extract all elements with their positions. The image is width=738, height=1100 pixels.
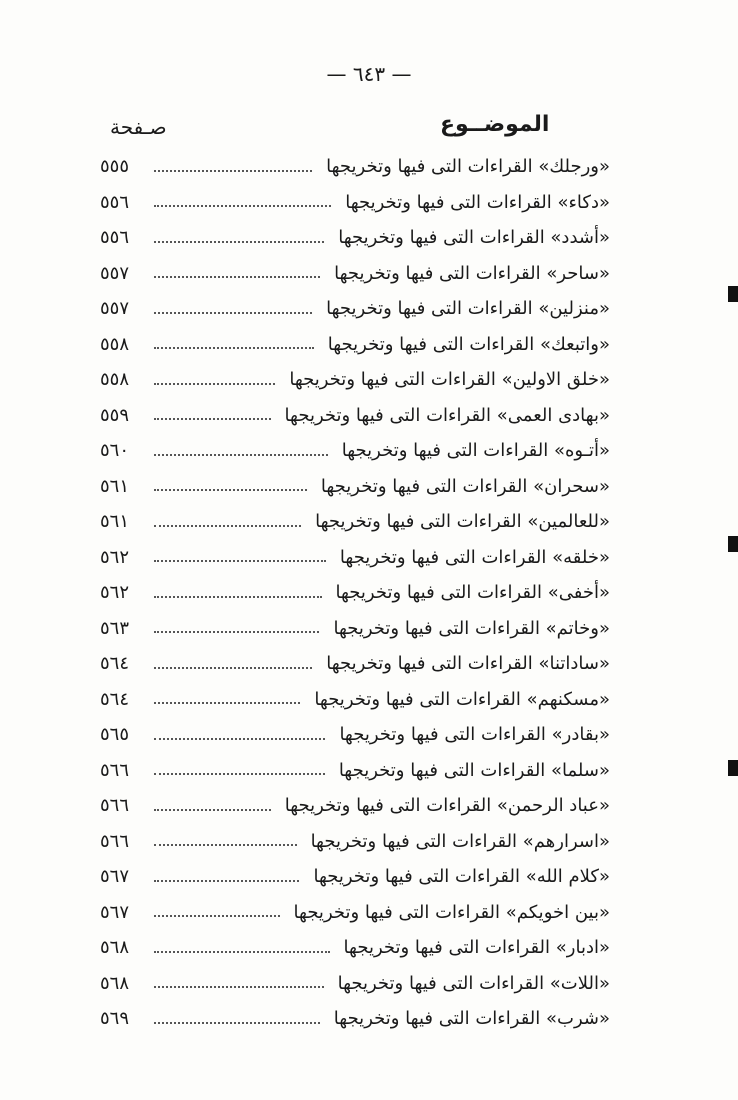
toc-entry: [100, 469, 610, 505]
entry-page-number: ٥٦٨: [100, 972, 130, 994]
entry-title: «شرب» القراءات التى فيها وتخريجها: [333, 1008, 610, 1030]
toc-entry: [100, 398, 610, 434]
entry-page-number: ٥٥٧: [100, 262, 130, 284]
leader-dots: [154, 986, 324, 988]
scan-edge-mark: [728, 286, 738, 302]
scan-edge-mark: [728, 536, 738, 552]
entry-title: «مسكنهم» القراءات التى فيها وتخريجها: [314, 688, 610, 710]
page-number: — ٦٤٣ —: [326, 62, 412, 86]
entry-title: «ادبار» القراءات التى فيها وتخريجها: [343, 937, 610, 959]
leader-dots: [154, 667, 312, 669]
toc-entry: [100, 753, 610, 789]
entry-page-number: ٥٦١: [100, 475, 130, 497]
leader-dots: [154, 596, 322, 598]
entry-page-number: ٥٦٢: [100, 546, 130, 568]
toc-entry: [100, 327, 610, 363]
entry-page-number: ٥٦٩: [100, 1008, 130, 1030]
entry-page-number: ٥٦١: [100, 511, 130, 533]
entry-title: «وخاتم» القراءات التى فيها وتخريجها: [333, 617, 610, 639]
leader-dots: [154, 844, 297, 846]
toc-entry: [100, 646, 610, 682]
entry-title: «خلق الاولين» القراءات التى فيها وتخريجها: [289, 369, 610, 391]
entry-title: «منزلين» القراءات التى فيها وتخريجها: [326, 298, 610, 320]
entry-title: «ساداتنا» القراءات التى فيها وتخريجها: [326, 653, 610, 675]
entry-title: «سلما» القراءات التى فيها وتخريجها: [338, 759, 610, 781]
page-column-header: صـفحة: [110, 115, 167, 139]
entry-page-number: ٥٦٠: [100, 440, 130, 462]
entry-page-number: ٥٦٥: [100, 724, 130, 746]
toc-entry: [100, 256, 610, 292]
entry-page-number: ٥٥٧: [100, 298, 130, 320]
leader-dots: [154, 915, 280, 917]
leader-dots: [154, 276, 320, 278]
entry-page-number: ٥٥٥: [100, 156, 130, 178]
leader-dots: [154, 631, 319, 633]
entry-title: «أتـوه» القراءات التى فيها وتخريجها: [341, 440, 610, 462]
topic-column-header: الموضــوع: [440, 112, 550, 137]
toc-entry: [100, 859, 610, 895]
toc-entry: [100, 540, 610, 576]
entry-title: «أخفى» القراءات التى فيها وتخريجها: [335, 582, 610, 604]
toc-entry: [100, 149, 610, 185]
toc-entry: [100, 433, 610, 469]
entry-page-number: ٥٦٤: [100, 653, 130, 675]
table-of-contents: [100, 149, 610, 1037]
entry-page-number: ٥٦٦: [100, 759, 130, 781]
entry-page-number: ٥٦٢: [100, 582, 130, 604]
toc-entry: [100, 682, 610, 718]
toc-entry: [100, 611, 610, 647]
entry-title: «اللات» القراءات التى فيها وتخريجها: [337, 972, 610, 994]
toc-entry: [100, 824, 610, 860]
entry-title: «واتبعك» القراءات التى فيها وتخريجها: [327, 333, 610, 355]
entry-page-number: ٥٦٦: [100, 830, 130, 852]
toc-entry: [100, 788, 610, 824]
entry-title: «بين اخويكم» القراءات التى فيها وتخريجها: [293, 901, 610, 923]
entry-title: «أشدد» القراءات التى فيها وتخريجها: [338, 227, 610, 249]
entry-page-number: ٥٦٤: [100, 688, 130, 710]
entry-title: «عباد الرحمن» القراءات التى فيها وتخريجها: [284, 795, 610, 817]
toc-entry: [100, 185, 610, 221]
entry-title: «كلام الله» القراءات التى فيها وتخريجها: [313, 866, 610, 888]
leader-dots: [154, 525, 301, 527]
toc-entry: [100, 895, 610, 931]
leader-dots: [154, 1022, 320, 1024]
leader-dots: [154, 347, 314, 349]
entry-page-number: ٥٦٧: [100, 901, 130, 923]
toc-entry: [100, 575, 610, 611]
entry-page-number: ٥٦٧: [100, 866, 130, 888]
entry-page-number: ٥٥٦: [100, 191, 130, 213]
leader-dots: [154, 738, 325, 740]
leader-dots: [154, 170, 312, 172]
entry-title: «ساحر» القراءات التى فيها وتخريجها: [334, 262, 610, 284]
entry-page-number: ٥٦٣: [100, 617, 130, 639]
entry-page-number: ٥٦٦: [100, 795, 130, 817]
leader-dots: [154, 241, 324, 243]
toc-entry: [100, 504, 610, 540]
toc-entry: [100, 1001, 610, 1037]
leader-dots: [154, 205, 331, 207]
scan-edge-mark: [728, 760, 738, 776]
entry-page-number: ٥٦٨: [100, 937, 130, 959]
entry-title: «بهادى العمى» القراءات التى فيها وتخريجها: [284, 404, 610, 426]
entry-title: «ورجلك» القراءات التى فيها وتخريجها: [326, 156, 610, 178]
leader-dots: [154, 702, 300, 704]
leader-dots: [154, 383, 275, 385]
entry-title: «خلقه» القراءات التى فيها وتخريجها: [339, 546, 610, 568]
entry-page-number: ٥٥٨: [100, 333, 130, 355]
toc-entry: [100, 220, 610, 256]
leader-dots: [154, 880, 299, 882]
leader-dots: [154, 418, 271, 420]
toc-entry: [100, 717, 610, 753]
entry-title: «سحران» القراءات التى فيها وتخريجها: [320, 475, 610, 497]
entry-page-number: ٥٥٨: [100, 369, 130, 391]
toc-entry: [100, 966, 610, 1002]
leader-dots: [154, 454, 328, 456]
entry-page-number: ٥٥٩: [100, 404, 130, 426]
leader-dots: [154, 560, 326, 562]
entry-title: «للعالمين» القراءات التى فيها وتخريجها: [315, 511, 610, 533]
leader-dots: [154, 951, 330, 953]
entry-page-number: ٥٥٦: [100, 227, 130, 249]
entry-title: «بقادر» القراءات التى فيها وتخريجها: [339, 724, 610, 746]
toc-entry: [100, 930, 610, 966]
leader-dots: [154, 489, 307, 491]
leader-dots: [154, 312, 312, 314]
entry-title: «اسرارهم» القراءات التى فيها وتخريجها: [310, 830, 610, 852]
entry-title: «دكاء» القراءات التى فيها وتخريجها: [345, 191, 610, 213]
toc-entry: [100, 291, 610, 327]
toc-entry: [100, 362, 610, 398]
leader-dots: [154, 809, 271, 811]
leader-dots: [154, 773, 325, 775]
